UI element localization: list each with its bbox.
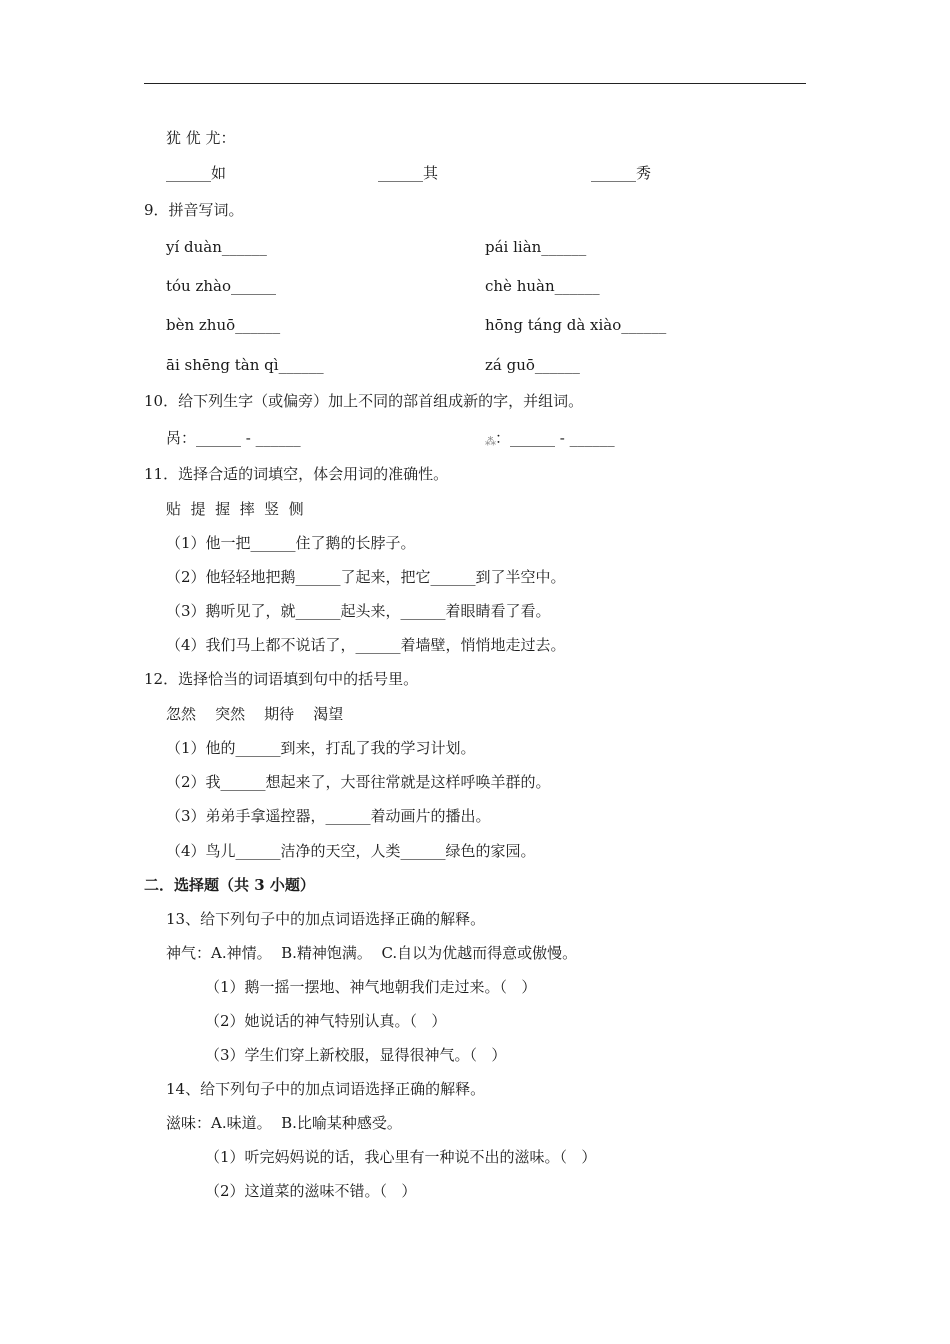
blank-2: ______其 [378,164,439,182]
q9-item: tóu zhào______ [166,277,277,295]
q11-sentence: （2）他轻轻地把鹅______了起来，把它______到了半空中。 [166,568,566,586]
q10-title: 10．给下列生字（或偏旁）加上不同的部首组成新的字，并组词。 [144,392,584,410]
q10-right-wrapper [485,428,615,448]
q12-sentence: （1）他的______到来，打乱了我的学习计划。 [166,739,476,757]
q10-right: ：______ - ______ [495,429,615,447]
q13-sentence: （3）学生们穿上新校服，显得很神气。（ ） [205,1046,507,1064]
chars-label: 犹 优 尤： [166,129,236,147]
q9-title: 9．拼音写词。 [144,201,244,219]
q9-item: yí duàn______ [166,238,267,256]
q11-sentence: （1）他一把______住了鹅的长脖子。 [166,534,416,552]
q11-sentence: （3）鹅听见了，就______起头来，______着眼睛看了看。 [166,602,551,620]
q11-sentence: （4）我们马上都不说话了，______着墙壁，悄悄地走过去。 [166,636,566,654]
q12-sentence: （3）弟弟手拿遥控器，______着动画片的播出。 [166,807,491,825]
section-heading: 二．选择题（共 3 小题） [144,876,315,894]
q14-sentence: （1）听完妈妈说的话，我心里有一种说不出的滋味。（ ） [205,1148,597,1166]
q9-item: āi shēng tàn qì______ [166,356,324,374]
q9-item: bèn zhuō______ [166,316,281,334]
q9-item: pái liàn______ [485,238,587,256]
q9-item: hōng táng dà xiào______ [485,316,667,334]
q10-left: 呙：______ - ______ [166,429,301,447]
q14-definition: 滋味：A.味道。 B.比喻某种感受。 [166,1114,402,1132]
q12-title: 12．选择恰当的词语填到句中的括号里。 [144,670,419,688]
q13-definition: 神气：A.神情。 B.精神饱满。 C.自以为优越而得意或傲慢。 [166,944,578,962]
q13-sentence: （1）鹅一摇一摆地、神气地朝我们走过来。（ ） [205,978,537,996]
q12-sentence: （4）鸟儿______洁净的天空，人类______绿色的家园。 [166,842,536,860]
q13-title: 13、给下列句子中的加点词语选择正确的解释。 [166,910,486,928]
q11-words: 贴 提 握 摔 竖 侧 [166,500,304,518]
q9-item: zá guō______ [485,356,580,374]
header-rule [144,83,806,84]
q12-words: 忽然 突然 期待 渴望 [166,705,344,723]
q9-item: chè huàn______ [485,277,600,295]
q11-title: 11．选择合适的词填空，体会用词的准确性。 [144,465,449,483]
smudged-character-icon: ⁂ [485,435,496,448]
q14-sentence: （2）这道菜的滋味不错。（ ） [205,1182,417,1200]
q13-sentence: （2）她说话的神气特别认真。（ ） [205,1012,447,1030]
q12-sentence: （2）我______想起来了，大哥往常就是这样呼唤羊群的。 [166,773,551,791]
q14-title: 14、给下列句子中的加点词语选择正确的解释。 [166,1080,486,1098]
blank-1: ______如 [166,164,227,182]
blank-3: ______秀 [591,164,652,182]
